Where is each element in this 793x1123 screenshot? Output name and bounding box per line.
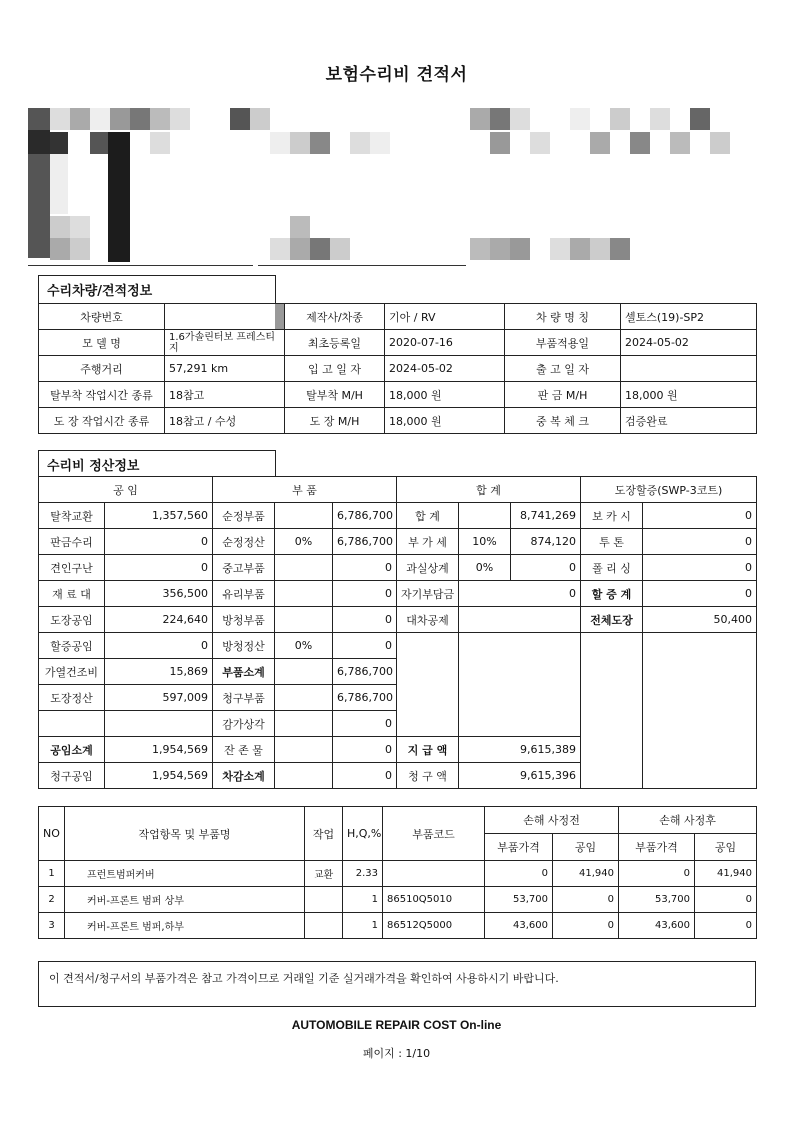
price-notice: 이 견적서/청구서의 부품가격은 참고 가격이므로 거래일 기준 실거래가격을 확인하여 사용하시기 바랍니다.	[38, 961, 756, 1007]
parts-rate	[275, 503, 333, 529]
cell-label: 주행거리	[39, 356, 165, 382]
paint-label: 보 카 시	[581, 503, 643, 529]
parts-rate	[275, 555, 333, 581]
table-row	[39, 555, 757, 581]
cell-value: 셀토스(19)-SP2	[621, 304, 757, 330]
parts-value: 0	[333, 711, 397, 737]
labor-value	[105, 711, 213, 737]
item-code: 86512Q5000	[383, 913, 485, 939]
parts-label: 잔 존 물	[213, 737, 275, 763]
labor-value: 0	[105, 633, 213, 659]
item-a-price: 43,600	[619, 913, 695, 939]
cell-label: 출 고 일 자	[505, 356, 621, 382]
total-value: 874,120	[511, 529, 581, 555]
item-a-price: 0	[619, 861, 695, 887]
labor-value: 0	[105, 529, 213, 555]
total-rate	[459, 503, 511, 529]
item-work	[305, 887, 343, 913]
cell-label: 도 장 M/H	[285, 408, 385, 434]
parts-rate	[275, 659, 333, 685]
cell-value: 1.6가솔린터보 프레스티지	[165, 330, 285, 356]
labor-label	[39, 711, 105, 737]
header-labor: 공 임	[39, 477, 213, 503]
header-part-price: 부품가격	[485, 834, 553, 861]
item-b-price: 0	[485, 861, 553, 887]
parts-value: 6,786,700	[333, 503, 397, 529]
labor-label: 재 료 대	[39, 581, 105, 607]
table-row	[39, 861, 757, 887]
item-a-labor: 0	[695, 913, 757, 939]
table-header-row	[39, 477, 757, 503]
item-no: 1	[39, 861, 65, 887]
parts-rate	[275, 685, 333, 711]
cell-label: 차량번호	[39, 304, 165, 330]
paint-label: 할 증 계	[581, 581, 643, 607]
parts-value: 0	[333, 607, 397, 633]
item-b-labor: 41,940	[553, 861, 619, 887]
parts-label: 부품소계	[213, 659, 275, 685]
total-label: 청 구 액	[397, 763, 459, 789]
total-empty	[397, 633, 459, 737]
header-paint-surcharge: 도장할증(SWP-3코트)	[581, 477, 757, 503]
header-part-price: 부품가격	[619, 834, 695, 861]
labor-label: 도장정산	[39, 685, 105, 711]
parts-rate: 0%	[275, 529, 333, 555]
cell-value: 2024-05-02	[621, 330, 757, 356]
cell-value: 18,000 원	[621, 382, 757, 408]
header-no: NO	[39, 807, 65, 861]
table-row	[39, 633, 757, 659]
table-row	[39, 356, 757, 382]
redacted-plate-number	[165, 304, 285, 330]
cell-label: 최초등록일	[285, 330, 385, 356]
labor-label: 할증공임	[39, 633, 105, 659]
cell-value: 18참고 / 수성	[165, 408, 285, 434]
cell-label: 입 고 일 자	[285, 356, 385, 382]
vehicle-info-table	[38, 303, 757, 434]
item-a-price: 53,700	[619, 887, 695, 913]
signature-line-left	[28, 265, 253, 266]
parts-label: 유리부품	[213, 581, 275, 607]
parts-value: 0	[333, 581, 397, 607]
labor-value: 1,357,560	[105, 503, 213, 529]
cell-label: 부품적용일	[505, 330, 621, 356]
parts-label: 순정부품	[213, 503, 275, 529]
labor-label: 청구공임	[39, 763, 105, 789]
header-parts: 부 품	[213, 477, 397, 503]
total-label: 대차공제	[397, 607, 459, 633]
table-row	[39, 581, 757, 607]
labor-value: 356,500	[105, 581, 213, 607]
cell-label: 모 델 명	[39, 330, 165, 356]
header-labor: 공임	[553, 834, 619, 861]
total-value: 9,615,389	[459, 737, 581, 763]
paint-label: 폴 리 싱	[581, 555, 643, 581]
item-a-labor: 0	[695, 887, 757, 913]
header-before-adjust: 손해 사정전	[485, 807, 619, 834]
table-row	[39, 607, 757, 633]
parts-value: 0	[333, 555, 397, 581]
total-label: 합 계	[397, 503, 459, 529]
labor-value: 1,954,569	[105, 763, 213, 789]
total-value: 9,615,396	[459, 763, 581, 789]
total-label: 과실상계	[397, 555, 459, 581]
parts-value: 0	[333, 763, 397, 789]
paint-empty	[581, 633, 643, 789]
labor-value: 597,009	[105, 685, 213, 711]
item-name: 프런트범퍼커버	[65, 861, 305, 887]
item-b-labor: 0	[553, 913, 619, 939]
header-total: 합 계	[397, 477, 581, 503]
total-value: 8,741,269	[511, 503, 581, 529]
parts-label: 차감소계	[213, 763, 275, 789]
item-code	[383, 861, 485, 887]
total-value: 0	[459, 581, 581, 607]
parts-rate	[275, 763, 333, 789]
header-labor: 공임	[695, 834, 757, 861]
parts-value: 6,786,700	[333, 529, 397, 555]
header-work: 작업	[305, 807, 343, 861]
cost-settlement-table	[38, 476, 757, 789]
paint-label: 투 톤	[581, 529, 643, 555]
item-name: 커버-프론트 범퍼 상부	[65, 887, 305, 913]
table-row	[39, 503, 757, 529]
cell-value: 검증완료	[621, 408, 757, 434]
table-header-row	[39, 807, 757, 834]
header-item-name: 작업항목 및 부품명	[65, 807, 305, 861]
signature-line-right	[258, 265, 466, 266]
item-hq: 1	[343, 913, 383, 939]
item-b-labor: 0	[553, 887, 619, 913]
labor-label: 탈착교환	[39, 503, 105, 529]
table-row	[39, 330, 757, 356]
document-title: 보험수리비 견적서	[325, 65, 468, 85]
footer-brand: AUTOMOBILE REPAIR COST On-line	[291, 1018, 502, 1032]
parts-label: 감가상각	[213, 711, 275, 737]
item-no: 3	[39, 913, 65, 939]
total-value	[459, 607, 581, 633]
total-label: 지 급 액	[397, 737, 459, 763]
item-b-price: 53,700	[485, 887, 553, 913]
parts-label: 방청부품	[213, 607, 275, 633]
labor-value: 1,954,569	[105, 737, 213, 763]
parts-value: 0	[333, 737, 397, 763]
table-row	[39, 382, 757, 408]
cell-value: 2020-07-16	[385, 330, 505, 356]
parts-value: 6,786,700	[333, 659, 397, 685]
redacted-header-block	[28, 108, 764, 268]
parts-rate	[275, 737, 333, 763]
parts-value: 6,786,700	[333, 685, 397, 711]
labor-value: 0	[105, 555, 213, 581]
labor-value: 15,869	[105, 659, 213, 685]
page-indicator: 페이지 : 1/10	[362, 1047, 431, 1060]
cell-value: 18,000 원	[385, 408, 505, 434]
total-label: 자기부담금	[397, 581, 459, 607]
header-part-code: 부품코드	[383, 807, 485, 861]
item-hq: 2.33	[343, 861, 383, 887]
cell-label: 제작사/차종	[285, 304, 385, 330]
parts-rate	[275, 607, 333, 633]
cell-value: 18,000 원	[385, 382, 505, 408]
paint-value: 0	[643, 529, 757, 555]
item-hq: 1	[343, 887, 383, 913]
work-items-table	[38, 806, 757, 939]
header-after-adjust: 손해 사정후	[619, 807, 757, 834]
parts-rate	[275, 581, 333, 607]
labor-value: 224,640	[105, 607, 213, 633]
cell-value: 57,291 km	[165, 356, 285, 382]
cell-label: 탈부착 작업시간 종류	[39, 382, 165, 408]
total-value: 0	[511, 555, 581, 581]
table-row	[39, 887, 757, 913]
cost-section-title: 수리비 정산정보	[38, 450, 276, 476]
total-label: 부 가 세	[397, 529, 459, 555]
total-empty	[459, 633, 581, 737]
labor-label: 도장공임	[39, 607, 105, 633]
item-no: 2	[39, 887, 65, 913]
cell-label: 차 량 명 칭	[505, 304, 621, 330]
item-a-labor: 41,940	[695, 861, 757, 887]
cell-label: 도 장 작업시간 종류	[39, 408, 165, 434]
cell-label: 중 복 체 크	[505, 408, 621, 434]
parts-rate: 0%	[275, 633, 333, 659]
paint-value: 0	[643, 503, 757, 529]
item-work	[305, 913, 343, 939]
labor-label: 판금수리	[39, 529, 105, 555]
item-work: 교환	[305, 861, 343, 887]
item-b-price: 43,600	[485, 913, 553, 939]
cell-label: 판 금 M/H	[505, 382, 621, 408]
cell-value: 기아 / RV	[385, 304, 505, 330]
parts-value: 0	[333, 633, 397, 659]
cell-value: 18참고	[165, 382, 285, 408]
table-row	[39, 529, 757, 555]
labor-label: 공임소계	[39, 737, 105, 763]
header-hq: H,Q,%	[343, 807, 383, 861]
total-rate: 10%	[459, 529, 511, 555]
table-row	[39, 408, 757, 434]
paint-value: 0	[643, 555, 757, 581]
labor-label: 견인구난	[39, 555, 105, 581]
parts-label: 중고부품	[213, 555, 275, 581]
item-name: 커버-프론트 범퍼,하부	[65, 913, 305, 939]
paint-value: 0	[643, 581, 757, 607]
total-rate: 0%	[459, 555, 511, 581]
vehicle-section-title: 수리차량/견적정보	[38, 275, 276, 303]
parts-label: 순정정산	[213, 529, 275, 555]
table-row	[39, 304, 757, 330]
cell-label: 탈부착 M/H	[285, 382, 385, 408]
item-code: 86510Q5010	[383, 887, 485, 913]
parts-label: 방청정산	[213, 633, 275, 659]
cell-value	[621, 356, 757, 382]
cell-value: 2024-05-02	[385, 356, 505, 382]
paint-empty	[643, 633, 757, 789]
parts-label: 청구부품	[213, 685, 275, 711]
table-row	[39, 913, 757, 939]
parts-rate	[275, 711, 333, 737]
paint-label: 전체도장	[581, 607, 643, 633]
paint-value: 50,400	[643, 607, 757, 633]
labor-label: 가열건조비	[39, 659, 105, 685]
